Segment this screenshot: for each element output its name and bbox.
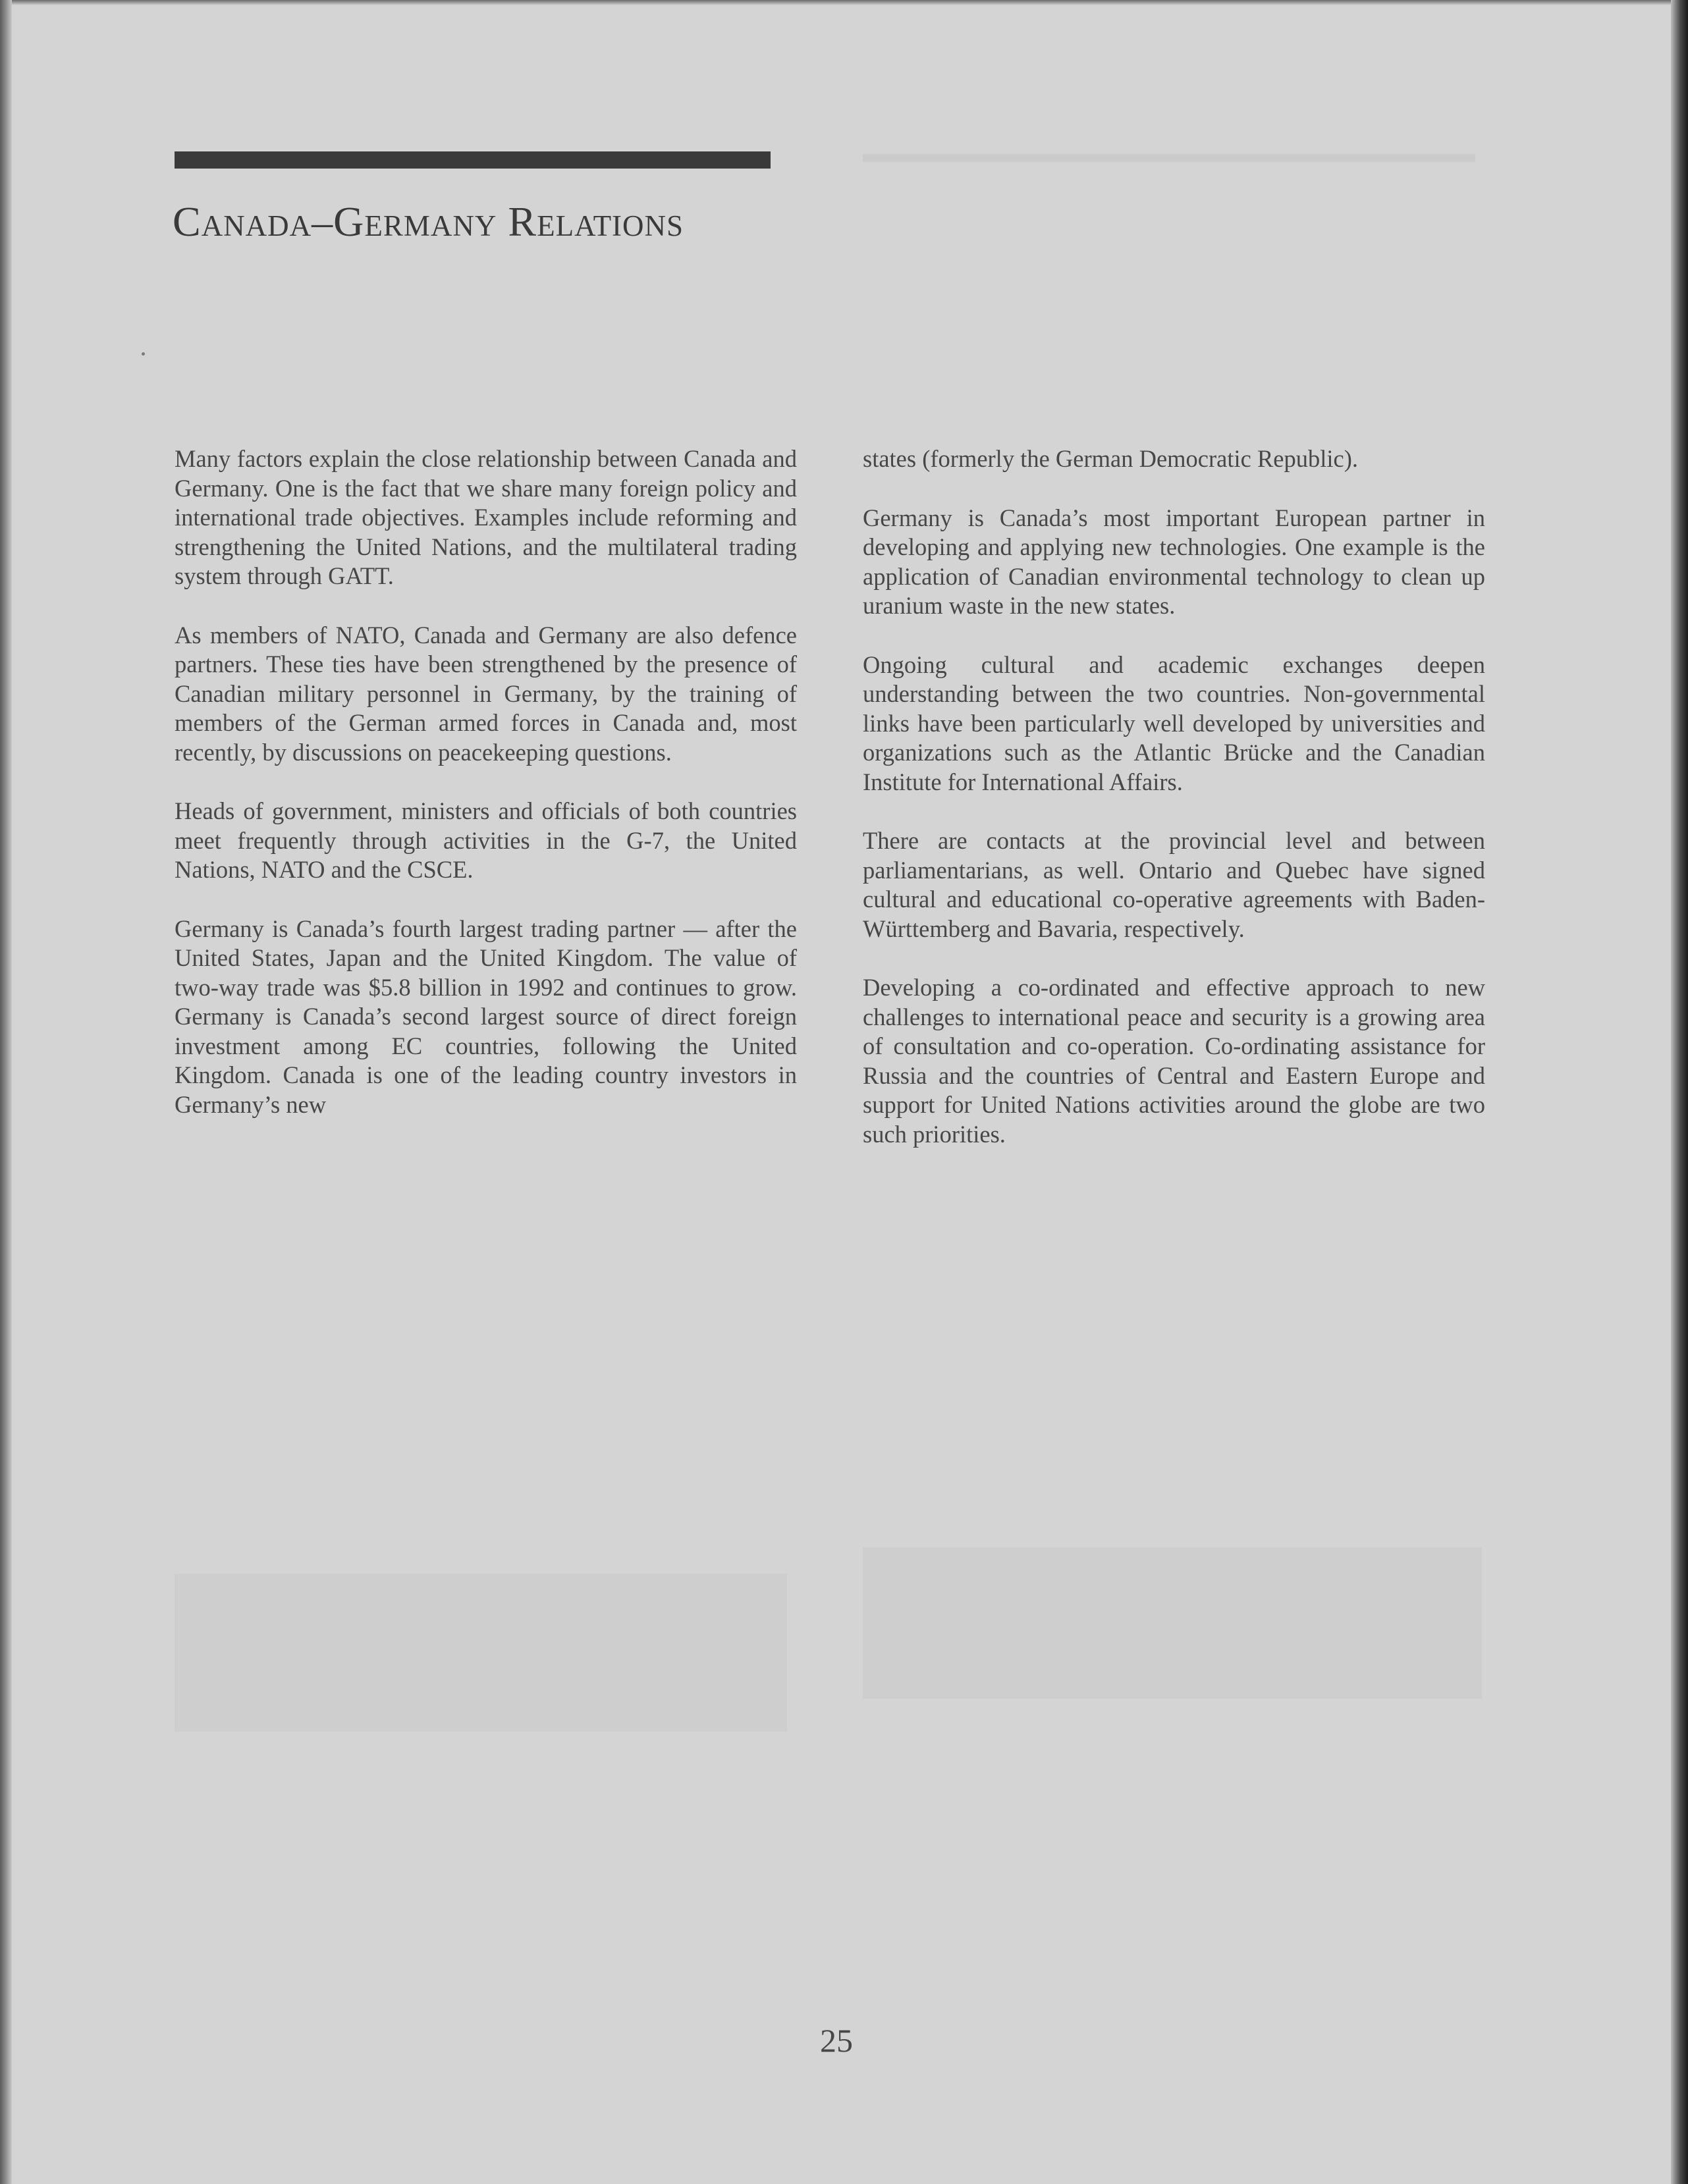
paragraph-technology: Germany is Canada’s most important European partner in developing and applying new technologies. One example is the application of Canadian environmental technology to clean up uranium waste in the new states. bbox=[863, 504, 1485, 619]
paper-speck bbox=[142, 352, 145, 356]
show-through-text-block bbox=[863, 1547, 1482, 1699]
paragraph-heads-of-government: Heads of government, ministers and officials of both countries meet frequently through activities in the G-7, the United Nations, NATO and the CSCE. bbox=[175, 797, 797, 883]
page-right-edge-shadow bbox=[1671, 0, 1688, 2184]
paragraph-trade: Germany is Canada’s fourth largest trading partner — after the United States, Japan and the United Kingdom. The value of two-way trade was $5.8 billion in 1992 and continues to grow. Germany is Canada’s second largest source of direct foreign investment among EC countries, following the United Kingdom. Canada is one of the leading country investors in Germany’s new bbox=[175, 915, 797, 1118]
paragraph-nato: As members of NATO, Canada and Germany are also defence partners. These ties have been strengthened by the presence of Canadian military personnel in Germany, by the training of members of the German armed forces in Canada and, most recently, by discussions on peacekeeping questions. bbox=[175, 621, 797, 766]
left-text-column bbox=[175, 444, 797, 1149]
header-rule bbox=[175, 151, 771, 169]
show-through-rule bbox=[863, 154, 1475, 162]
paragraph-factors: Many factors explain the close relationship between Canada and Germany. One is the fact that we share many foreign policy and international trade objectives. Examples include reforming and strengthening the United Nations, and the multilateral trading system through GATT. bbox=[175, 445, 797, 589]
page-number: 25 bbox=[820, 2022, 853, 2059]
page-left-edge-shadow bbox=[0, 0, 12, 2184]
paragraph-new-states: states (formerly the German Democratic Republic). bbox=[863, 445, 1359, 472]
paragraph-exchanges: Ongoing cultural and academic exchanges deepen understanding between the two countries. Non-governmental links have been particularly well developed by universities and organizations such as the Atlantic Brücke and the Canadian Institute for International Affairs. bbox=[863, 651, 1485, 795]
show-through-text-block bbox=[175, 1574, 787, 1732]
page-top-edge-shadow bbox=[0, 0, 1688, 5]
page-title: Canada–Germany Relations bbox=[173, 198, 684, 245]
paragraph-security: Developing a co-ordinated and effective approach to new challenges to international peace and security is a growing area of consultation and co-operation. Co-ordinating assistance for Russia and the countries of Central and Eastern Europe and support for United Nations activities around the globe are two such priorities. bbox=[863, 974, 1485, 1148]
right-text-column bbox=[863, 444, 1485, 1179]
paragraph-provincial: There are contacts at the provincial level and between parliamentarians, as well. Ontario and Quebec have signed cultural and educational co-operative agreements with Baden-Württemberg and Bavaria, respectively. bbox=[863, 827, 1485, 942]
